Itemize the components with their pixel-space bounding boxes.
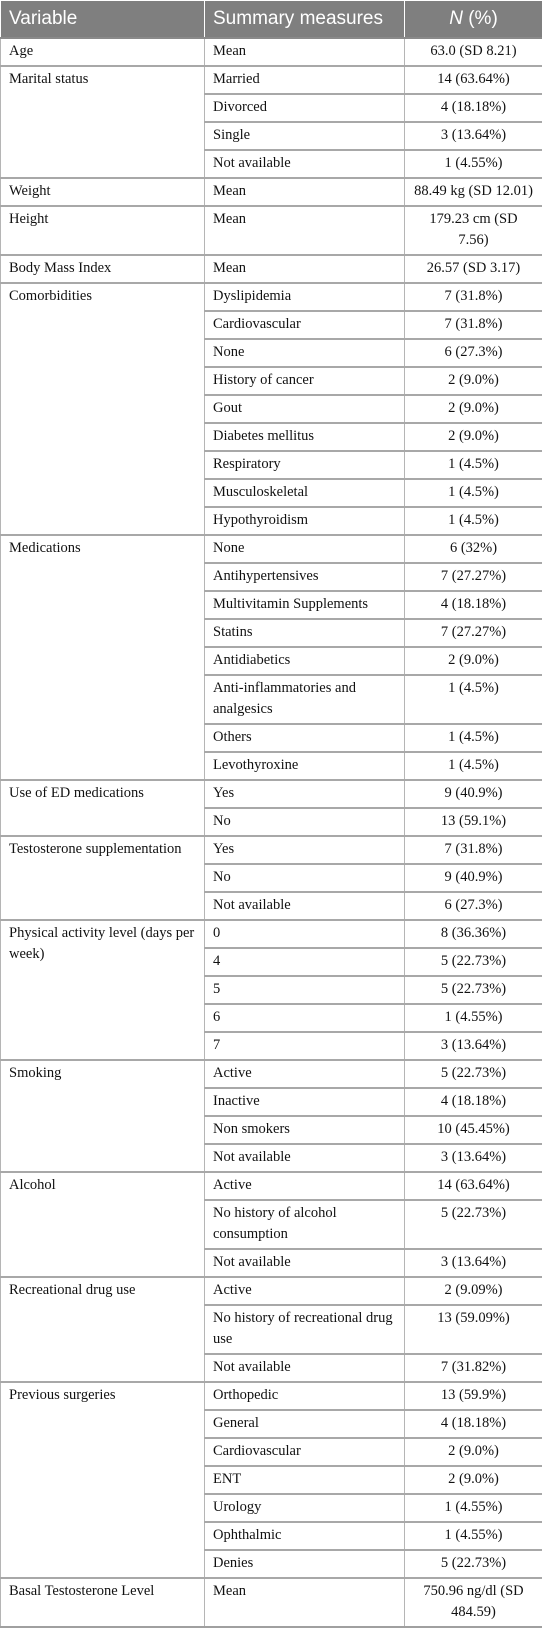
value-cell: 88.49 kg (SD 12.01) xyxy=(405,178,542,206)
measure-cell: Mean xyxy=(205,1578,405,1627)
value-cell: 2 (9.0%) xyxy=(405,1466,542,1494)
measure-cell: 7 xyxy=(205,1032,405,1060)
variable-cell: Marital status xyxy=(1,66,205,178)
value-cell: 1 (4.55%) xyxy=(405,1522,542,1550)
table-row xyxy=(1,836,542,864)
value-cell: 3 (13.64%) xyxy=(405,1249,542,1277)
value-cell: 5 (22.73%) xyxy=(405,976,542,1004)
measure-cell: Yes xyxy=(205,836,405,864)
measure-cell: Active xyxy=(205,1277,405,1305)
value-cell: 1 (4.5%) xyxy=(405,675,542,724)
table-row xyxy=(1,1172,542,1200)
measure-cell: General xyxy=(205,1410,405,1438)
table-row xyxy=(1,1277,542,1305)
value-cell: 750.96 ng/dl (SD 484.59) xyxy=(405,1578,542,1627)
variable-cell: Alcohol xyxy=(1,1172,205,1277)
measure-cell: Musculoskeletal xyxy=(205,479,405,507)
measure-cell: 0 xyxy=(205,920,405,948)
variable-cell: Physical activity level (days per week) xyxy=(1,920,205,1060)
header-n-percent xyxy=(405,1,542,38)
header-summary-measures: Summary measures xyxy=(205,1,405,38)
variable-cell: Use of ED medications xyxy=(1,780,205,836)
value-cell: 1 (4.5%) xyxy=(405,507,542,535)
variable-cell: Testosterone supplementation xyxy=(1,836,205,920)
value-cell: 5 (22.73%) xyxy=(405,1060,542,1088)
measure-cell: None xyxy=(205,339,405,367)
value-cell: 5 (22.73%) xyxy=(405,1550,542,1578)
value-cell: 63.0 (SD 8.21) xyxy=(405,38,542,66)
value-cell: 4 (18.18%) xyxy=(405,591,542,619)
measure-cell: Orthopedic xyxy=(205,1382,405,1410)
table-row xyxy=(1,38,542,66)
variable-cell: Basal Testosterone Level xyxy=(1,1578,205,1627)
variable-cell: Smoking xyxy=(1,1060,205,1172)
measure-cell: Anti-inflammatories and analgesics xyxy=(205,675,405,724)
value-cell: 13 (59.09%) xyxy=(405,1305,542,1354)
value-cell: 3 (13.64%) xyxy=(405,1032,542,1060)
value-cell: 1 (4.55%) xyxy=(405,150,542,178)
measure-cell: Dyslipidemia xyxy=(205,283,405,311)
value-cell: 1 (4.55%) xyxy=(405,1494,542,1522)
table-body xyxy=(1,38,542,1627)
table-row xyxy=(1,1060,542,1088)
measure-cell: Denies xyxy=(205,1550,405,1578)
value-cell: 4 (18.18%) xyxy=(405,1410,542,1438)
measure-cell: 6 xyxy=(205,1004,405,1032)
measure-cell: Mean xyxy=(205,255,405,283)
value-cell: 2 (9.09%) xyxy=(405,1277,542,1305)
measure-cell: Antihypertensives xyxy=(205,563,405,591)
variable-cell: Weight xyxy=(1,178,205,206)
value-cell: 3 (13.64%) xyxy=(405,122,542,150)
header-n: N xyxy=(449,8,463,29)
measure-cell: Statins xyxy=(205,619,405,647)
value-cell: 2 (9.0%) xyxy=(405,367,542,395)
value-cell: 1 (4.5%) xyxy=(405,479,542,507)
measure-cell: Diabetes mellitus xyxy=(205,423,405,451)
value-cell: 1 (4.5%) xyxy=(405,752,542,780)
measure-cell: Ophthalmic xyxy=(205,1522,405,1550)
measure-cell: No history of recreational drug use xyxy=(205,1305,405,1354)
measure-cell: Yes xyxy=(205,780,405,808)
measure-cell: None xyxy=(205,535,405,563)
header-percent: (%) xyxy=(468,8,498,29)
header-variable: Variable xyxy=(1,1,205,38)
measure-cell: 4 xyxy=(205,948,405,976)
value-cell: 7 (31.82%) xyxy=(405,1354,542,1382)
value-cell: 8 (36.36%) xyxy=(405,920,542,948)
value-cell: 2 (9.0%) xyxy=(405,423,542,451)
table-header xyxy=(1,1,542,38)
measure-cell: Cardiovascular xyxy=(205,311,405,339)
measure-cell: Gout xyxy=(205,395,405,423)
table-row xyxy=(1,1578,542,1627)
variable-cell: Comorbidities xyxy=(1,283,205,535)
measure-cell: Not available xyxy=(205,1144,405,1172)
value-cell: 14 (63.64%) xyxy=(405,66,542,94)
value-cell: 9 (40.9%) xyxy=(405,780,542,808)
measure-cell: Cardiovascular xyxy=(205,1438,405,1466)
measure-cell: Mean xyxy=(205,38,405,66)
variable-cell: Previous surgeries xyxy=(1,1382,205,1578)
measure-cell: Urology xyxy=(205,1494,405,1522)
value-cell: 9 (40.9%) xyxy=(405,864,542,892)
value-cell: 13 (59.9%) xyxy=(405,1382,542,1410)
measure-cell: Not available xyxy=(205,150,405,178)
table-row xyxy=(1,535,542,563)
value-cell: 4 (18.18%) xyxy=(405,1088,542,1116)
value-cell: 13 (59.1%) xyxy=(405,808,542,836)
value-cell: 1 (4.55%) xyxy=(405,1004,542,1032)
measure-cell: No history of alcohol consumption xyxy=(205,1200,405,1249)
value-cell: 3 (13.64%) xyxy=(405,1144,542,1172)
measure-cell: Divorced xyxy=(205,94,405,122)
table-row xyxy=(1,780,542,808)
measure-cell: Active xyxy=(205,1172,405,1200)
value-cell: 5 (22.73%) xyxy=(405,948,542,976)
table-row xyxy=(1,283,542,311)
header-row xyxy=(1,1,542,38)
measure-cell: Multivitamin Supplements xyxy=(205,591,405,619)
measure-cell: Levothyroxine xyxy=(205,752,405,780)
variable-cell: Height xyxy=(1,206,205,255)
measure-cell: Married xyxy=(205,66,405,94)
measure-cell: Mean xyxy=(205,178,405,206)
value-cell: 26.57 (SD 3.17) xyxy=(405,255,542,283)
variable-cell: Recreational drug use xyxy=(1,1277,205,1382)
value-cell: 14 (63.64%) xyxy=(405,1172,542,1200)
value-cell: 1 (4.5%) xyxy=(405,724,542,752)
variable-cell: Body Mass Index xyxy=(1,255,205,283)
value-cell: 6 (32%) xyxy=(405,535,542,563)
variable-cell: Medications xyxy=(1,535,205,780)
measure-cell: Others xyxy=(205,724,405,752)
value-cell: 6 (27.3%) xyxy=(405,892,542,920)
measure-cell: Non smokers xyxy=(205,1116,405,1144)
table-row xyxy=(1,66,542,94)
measure-cell: Not available xyxy=(205,1354,405,1382)
measure-cell: Active xyxy=(205,1060,405,1088)
table-row xyxy=(1,206,542,255)
table-row xyxy=(1,920,542,948)
value-cell: 2 (9.0%) xyxy=(405,395,542,423)
measure-cell: Antidiabetics xyxy=(205,647,405,675)
value-cell: 7 (31.8%) xyxy=(405,836,542,864)
table-row xyxy=(1,255,542,283)
value-cell: 10 (45.45%) xyxy=(405,1116,542,1144)
table-row xyxy=(1,1382,542,1410)
value-cell: 179.23 cm (SD 7.56) xyxy=(405,206,542,255)
measure-cell: Single xyxy=(205,122,405,150)
measure-cell: No xyxy=(205,808,405,836)
value-cell: 7 (31.8%) xyxy=(405,283,542,311)
value-cell: 6 (27.3%) xyxy=(405,339,542,367)
measure-cell: Not available xyxy=(205,892,405,920)
measure-cell: 5 xyxy=(205,976,405,1004)
value-cell: 7 (31.8%) xyxy=(405,311,542,339)
measure-cell: Mean xyxy=(205,206,405,255)
value-cell: 7 (27.27%) xyxy=(405,619,542,647)
value-cell: 7 (27.27%) xyxy=(405,563,542,591)
measure-cell: No xyxy=(205,864,405,892)
measure-cell: History of cancer xyxy=(205,367,405,395)
measure-cell: Inactive xyxy=(205,1088,405,1116)
measure-cell: Hypothyroidism xyxy=(205,507,405,535)
value-cell: 2 (9.0%) xyxy=(405,1438,542,1466)
table-row xyxy=(1,178,542,206)
value-cell: 5 (22.73%) xyxy=(405,1200,542,1249)
value-cell: 4 (18.18%) xyxy=(405,94,542,122)
value-cell: 1 (4.5%) xyxy=(405,451,542,479)
measure-cell: Not available xyxy=(205,1249,405,1277)
value-cell: 2 (9.0%) xyxy=(405,647,542,675)
measure-cell: Respiratory xyxy=(205,451,405,479)
variable-cell: Age xyxy=(1,38,205,66)
measure-cell: ENT xyxy=(205,1466,405,1494)
